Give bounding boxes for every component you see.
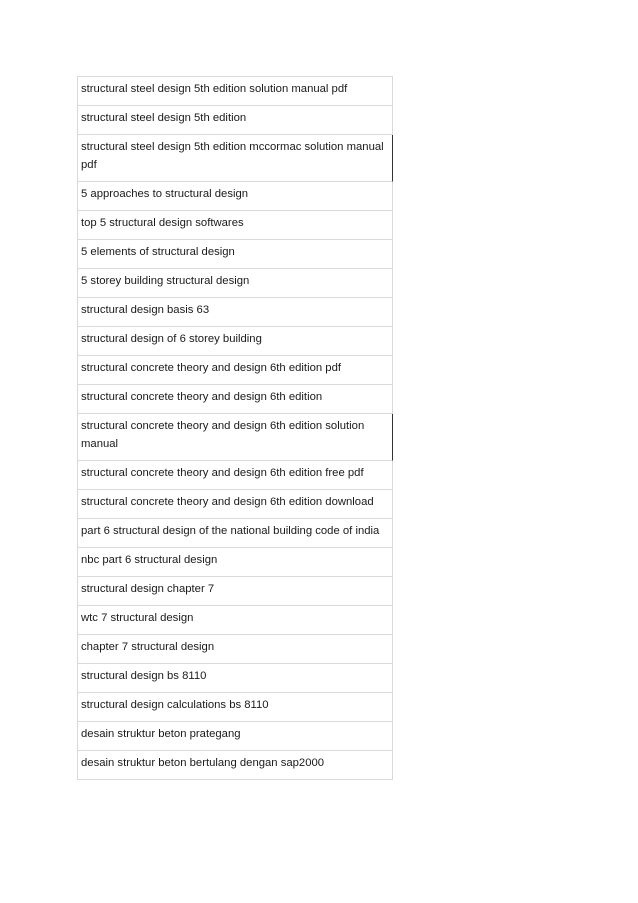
table-row: desain struktur beton prategang [78, 722, 393, 751]
table-row: part 6 structural design of the national building code of india [78, 519, 393, 548]
table-row: structural steel design 5th edition [78, 106, 393, 135]
table-row: desain struktur beton bertulang dengan sap2000 [78, 751, 393, 780]
table-row: structural concrete theory and design 6th edition free pdf [78, 461, 393, 490]
table-row: structural concrete theory and design 6th edition pdf [78, 356, 393, 385]
table-row: 5 storey building structural design [78, 269, 393, 298]
table-row: structural steel design 5th edition mccormac solution manual pdf [78, 135, 393, 182]
table-row: 5 elements of structural design [78, 240, 393, 269]
table-row: structural design basis 63 [78, 298, 393, 327]
table-row: 5 approaches to structural design [78, 182, 393, 211]
table-row: structural steel design 5th edition solution manual pdf [78, 77, 393, 106]
table-row: top 5 structural design softwares [78, 211, 393, 240]
table-row: structural concrete theory and design 6th edition [78, 385, 393, 414]
table-row: structural design of 6 storey building [78, 327, 393, 356]
table-row: wtc 7 structural design [78, 606, 393, 635]
table-row: structural design chapter 7 [78, 577, 393, 606]
table-row: chapter 7 structural design [78, 635, 393, 664]
table-row: structural design calculations bs 8110 [78, 693, 393, 722]
table-row: structural concrete theory and design 6th edition solution manual [78, 414, 393, 461]
keyword-table [77, 76, 393, 780]
table-row: structural design bs 8110 [78, 664, 393, 693]
table-row: structural concrete theory and design 6th edition download [78, 490, 393, 519]
table-row: nbc part 6 structural design [78, 548, 393, 577]
